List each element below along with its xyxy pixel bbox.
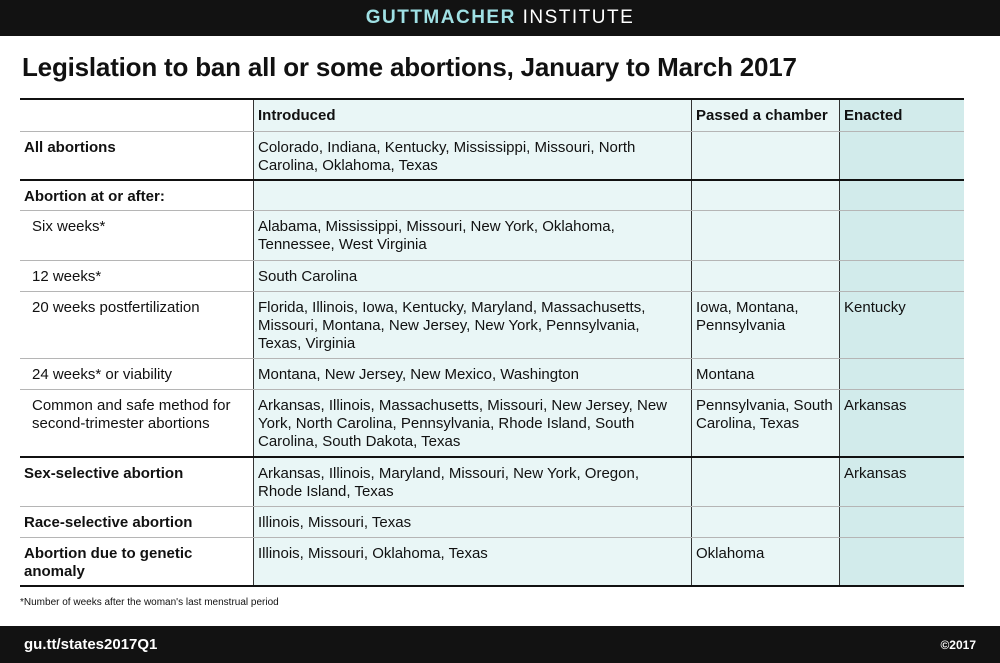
table-row	[20, 389, 964, 456]
introduced-cell: South Carolina	[253, 261, 691, 291]
introduced-cell: Arkansas, Illinois, Massachusetts, Missouri, New Jersey, New York, North Carolina, Pennsylvania, Rhode Island, South Carolina, South Dakota, Texas	[253, 390, 691, 456]
passed-cell	[691, 132, 839, 179]
table-row	[20, 537, 964, 585]
table-row	[20, 210, 964, 260]
enacted-cell: Kentucky	[839, 292, 964, 358]
enacted-cell	[839, 211, 964, 260]
copyright-notice: ©2017	[940, 637, 976, 652]
table-row	[20, 291, 964, 358]
short-url-link[interactable]: gu.tt/states2017Q1	[24, 636, 158, 653]
row-label: Common and safe method for second-trimester abortions	[32, 397, 231, 432]
table-header-row	[20, 100, 964, 131]
table-row	[20, 358, 964, 389]
enacted-cell	[839, 181, 964, 210]
introduced-cell: Illinois, Missouri, Texas	[253, 507, 691, 537]
enacted-cell	[839, 261, 964, 291]
row-label: 12 weeks*	[32, 268, 102, 285]
brand-bold: GUTTMACHER	[365, 7, 516, 28]
footnote: *Number of weeks after the woman's last menstrual period	[20, 597, 279, 608]
header-cell-passed: Passed a chamber	[691, 100, 839, 131]
enacted-cell: Arkansas	[839, 390, 964, 456]
row-label: Race-selective abortion	[24, 514, 193, 531]
enacted-cell	[839, 538, 964, 585]
brand-rest: INSTITUTE	[515, 7, 635, 28]
enacted-cell	[839, 132, 964, 179]
row-label: Abortion at or after:	[24, 188, 165, 205]
table-row	[20, 456, 964, 506]
row-label: 24 weeks* or viability	[32, 366, 173, 383]
passed-cell	[691, 507, 839, 537]
header-cell-introduced: Introduced	[253, 100, 691, 131]
passed-cell	[691, 458, 839, 506]
introduced-cell: Florida, Illinois, Iowa, Kentucky, Maryland, Massachusetts, Missouri, Montana, New Jersey, New York, Pennsylvania, Texas, Virginia	[253, 292, 691, 358]
passed-cell	[691, 181, 839, 210]
passed-cell	[691, 211, 839, 260]
row-label: Sex-selective abortion	[24, 465, 184, 482]
passed-cell: Pennsylvania, South Carolina, Texas	[691, 390, 839, 456]
introduced-cell: Illinois, Missouri, Oklahoma, Texas	[253, 538, 691, 585]
legislation-table	[20, 98, 964, 587]
introduced-cell: Colorado, Indiana, Kentucky, Mississippi, Missouri, North Carolina, Oklahoma, Texas	[253, 132, 691, 179]
header-bar	[0, 0, 1000, 36]
enacted-cell: Arkansas	[839, 458, 964, 506]
enacted-cell	[839, 507, 964, 537]
table-row	[20, 131, 964, 179]
introduced-cell: Alabama, Mississippi, Missouri, New York, Oklahoma, Tennessee, West Virginia	[253, 211, 691, 260]
introduced-cell: Arkansas, Illinois, Maryland, Missouri, New York, Oregon, Rhode Island, Texas	[253, 458, 691, 506]
passed-cell: Oklahoma	[691, 538, 839, 585]
header-cell-label	[20, 100, 253, 131]
table-row	[20, 506, 964, 537]
table-row	[20, 260, 964, 291]
table-row	[20, 179, 964, 210]
passed-cell	[691, 261, 839, 291]
passed-cell: Iowa, Montana, Pennsylvania	[691, 292, 839, 358]
row-label: 20 weeks postfertilization	[32, 299, 200, 316]
footer-bar	[0, 626, 1000, 663]
brand-logo	[366, 7, 635, 29]
row-label: Six weeks*	[32, 218, 106, 235]
row-label: All abortions	[24, 139, 116, 156]
introduced-cell: Montana, New Jersey, New Mexico, Washington	[253, 359, 691, 389]
introduced-cell	[253, 181, 691, 210]
enacted-cell	[839, 359, 964, 389]
row-label: Abortion due to genetic anomaly	[24, 545, 193, 580]
passed-cell: Montana	[691, 359, 839, 389]
page-title: Legislation to ban all or some abortions, January to March 2017	[22, 52, 797, 82]
header-cell-enacted: Enacted	[839, 100, 964, 131]
